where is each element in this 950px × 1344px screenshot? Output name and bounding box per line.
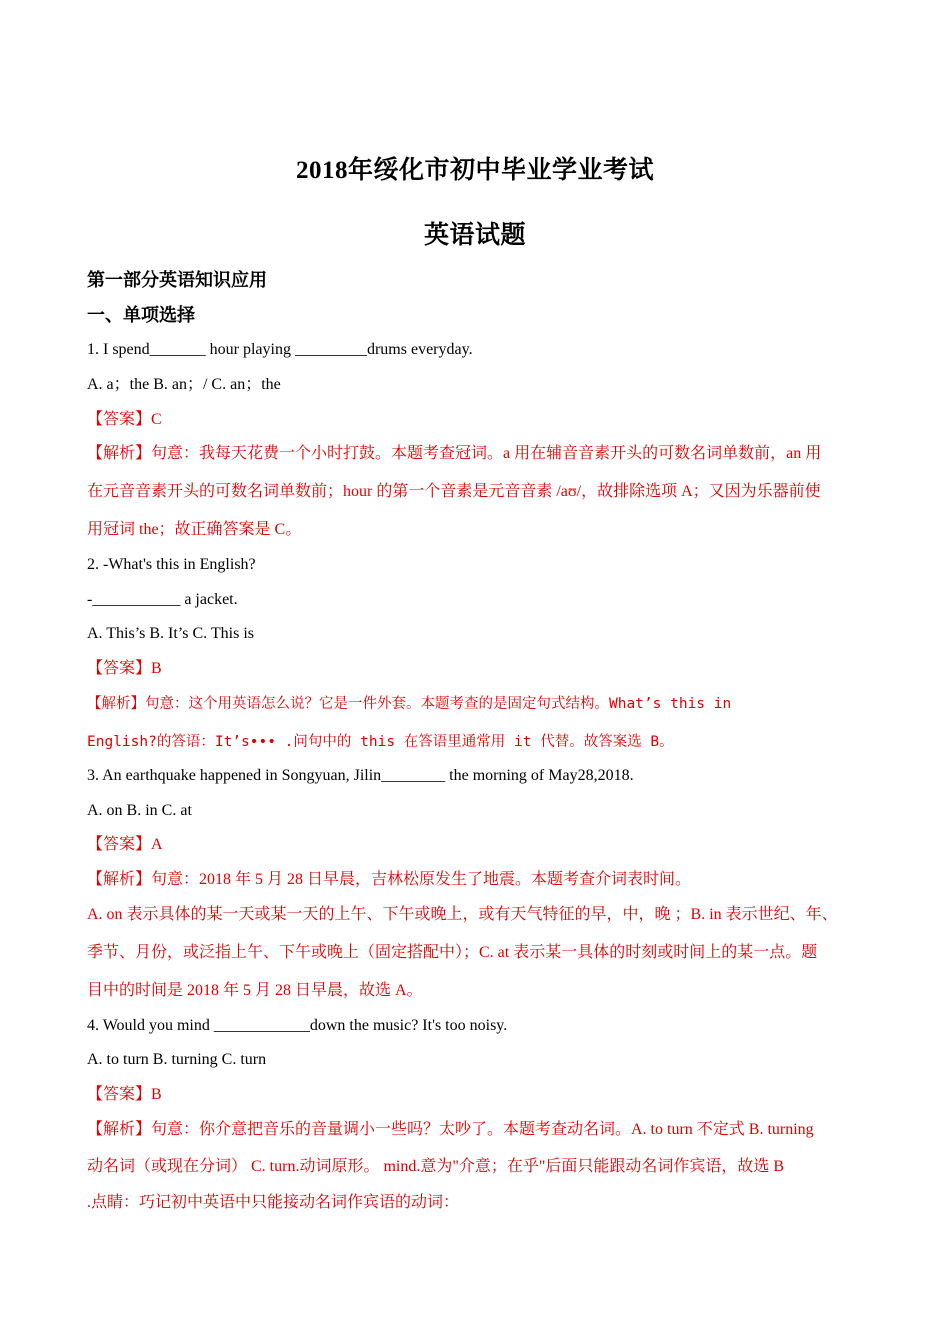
document-subtitle: 英语试题 (423, 222, 526, 249)
question-2-answer: 【答案】B (87, 660, 162, 677)
question-2: 2. -What's this in English? (87, 556, 256, 573)
question-1-analysis: 【解析】句意：我每天花费一个小时打鼓。本题考查冠词。a 用在辅音音素开头的可数名词单数前，an 用 (87, 445, 822, 462)
question-4-analysis: 动名词（或现在分词） C. turn.动词原形。 mind.意为"介意；在乎"后面只能跟动名词作宾语，故选 B (87, 1158, 785, 1175)
document-title: 2018年绥化市初中毕业学业考试 (295, 157, 654, 184)
question-2-analysis: English?的答语：It’s••• .问句中的 this 在答语里通常用 it 代替。故答案选 B。 (87, 734, 674, 750)
question-4-analysis: 【解析】句意：你介意把音乐的音量调小一些吗？太吵了。本题考查动名词。A. to turn 不定式 B. turning (87, 1121, 814, 1138)
question-2: -___________ a jacket. (87, 591, 238, 608)
question-4: 4. Would you mind ____________down the music? It's too noisy. (87, 1017, 508, 1034)
question-1-options: A. a；the B. an；/ C. an；the (87, 376, 281, 393)
question-2-analysis: 【解析】句意：这个用英语怎么说？它是一件外套。本题考查的是固定句式结构。What’s this in (87, 696, 732, 712)
question-3: 3. An earthquake happened in Songyuan, Jilin________ the morning of May28,2018. (87, 767, 634, 784)
question-4-tip: .点睛：巧记初中英语中只能接动名词作宾语的动词： (87, 1194, 460, 1211)
question-2-options: A. This’s B. It’s C. This is (87, 625, 254, 642)
question-4-answer: 【答案】B (87, 1086, 162, 1103)
question-3-answer: 【答案】A (87, 836, 163, 853)
question-3-analysis: A. on 表示具体的某一天或某一天的上午、下午或晚上，或有天气特征的早，中，晚 ；B. in 表示世纪、年、 (87, 906, 838, 923)
question-4-options: A. to turn B. turning C. turn (87, 1051, 267, 1068)
part-heading: 第一部分英语知识应用 (87, 270, 267, 290)
question-1: 1. I spend_______ hour playing _________drums everyday. (87, 341, 473, 358)
section-heading: 一、单项选择 (87, 305, 195, 325)
question-1-analysis: 在元音音素开头的可数名词单数前；hour 的第一个音素是元音音素 /aʊ/，故排除选项 A；又因为乐器前使 (87, 483, 821, 500)
question-3-analysis: 【解析】句意：2018 年 5 月 28 日早晨，吉林松原发生了地震。本题考查介词表时间。 (87, 871, 692, 888)
question-3-options: A. on B. in C. at (87, 802, 192, 819)
question-3-analysis: 目中的时间是 2018 年 5 月 28 日早晨，故选 A。 (87, 982, 423, 999)
question-3-analysis: 季节、月份，或泛指上午、下午或晚上（固定搭配中）；C. at 表示某一具体的时刻或时间上的某一点。题 (87, 944, 818, 961)
question-1-answer: 【答案】C (87, 411, 162, 428)
question-1-analysis: 用冠词 the；故正确答案是 C。 (87, 521, 302, 538)
